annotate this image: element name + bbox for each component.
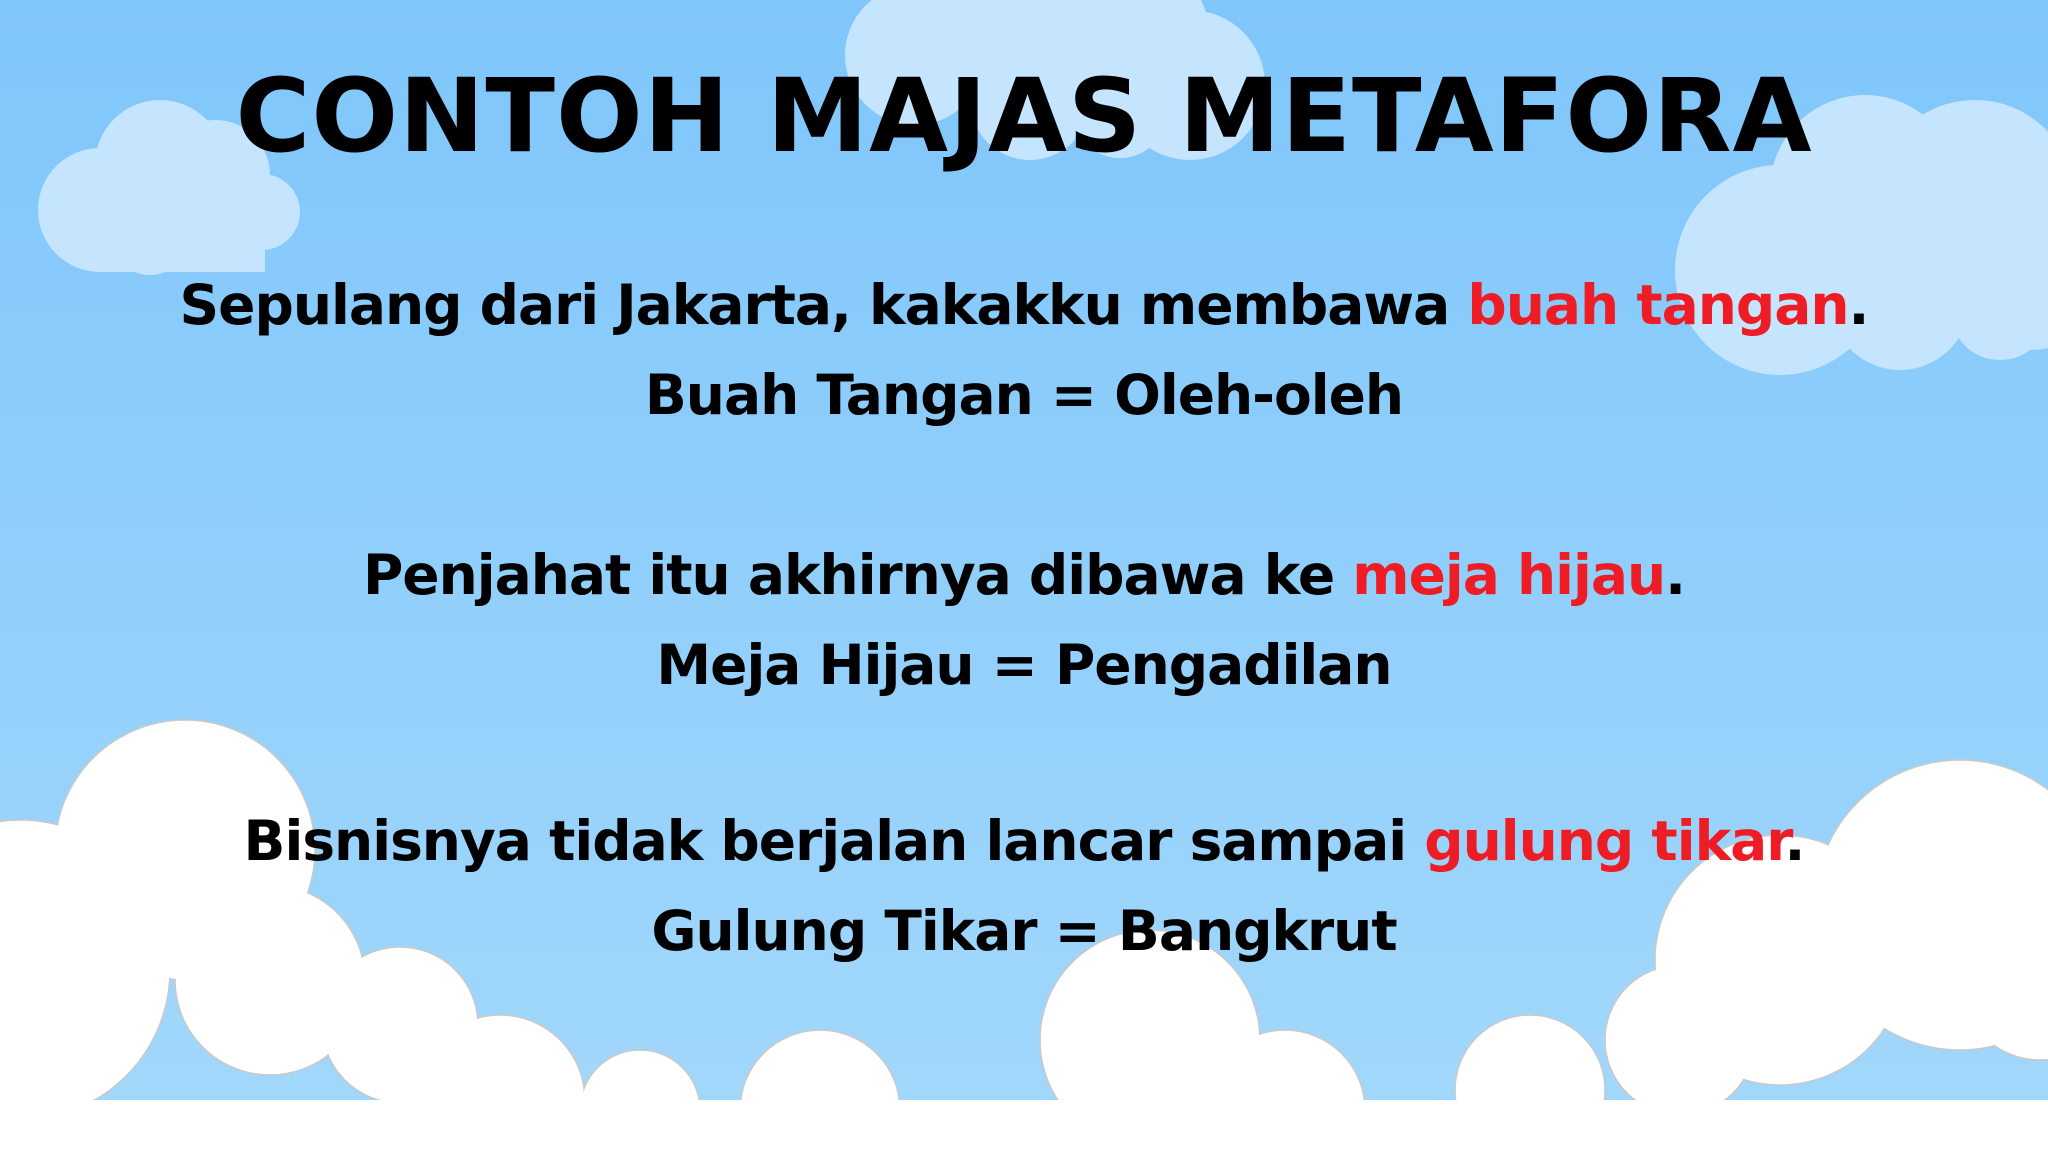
example-3-sentence xyxy=(0,806,2048,876)
example-2-sentence xyxy=(0,540,2048,610)
example-1-highlight: buah tangan xyxy=(1467,273,1849,337)
example-1-meaning: Buah Tangan = Oleh-oleh xyxy=(644,363,1404,427)
slide-title: CONTOH MAJAS METAFORA xyxy=(235,57,1813,176)
example-3-highlight: gulung tikar xyxy=(1424,809,1785,873)
example-3-text: Bisnisnya tidak berjalan lancar sampai xyxy=(243,809,1425,873)
example-1-sentence xyxy=(0,270,2048,340)
example-3-meaning: Gulung Tikar = Bangkrut xyxy=(651,899,1397,963)
example-1-text: Sepulang dari Jakarta, kakakku membawa xyxy=(179,273,1468,337)
example-2-period: . xyxy=(1665,543,1686,607)
example-2-meaning: Meja Hijau = Pengadilan xyxy=(656,633,1392,697)
example-2-highlight: meja hijau xyxy=(1352,543,1666,607)
example-3-period: . xyxy=(1784,809,1805,873)
example-2-text: Penjahat itu akhirnya dibawa ke xyxy=(362,543,1353,607)
example-1-period: . xyxy=(1848,273,1869,337)
